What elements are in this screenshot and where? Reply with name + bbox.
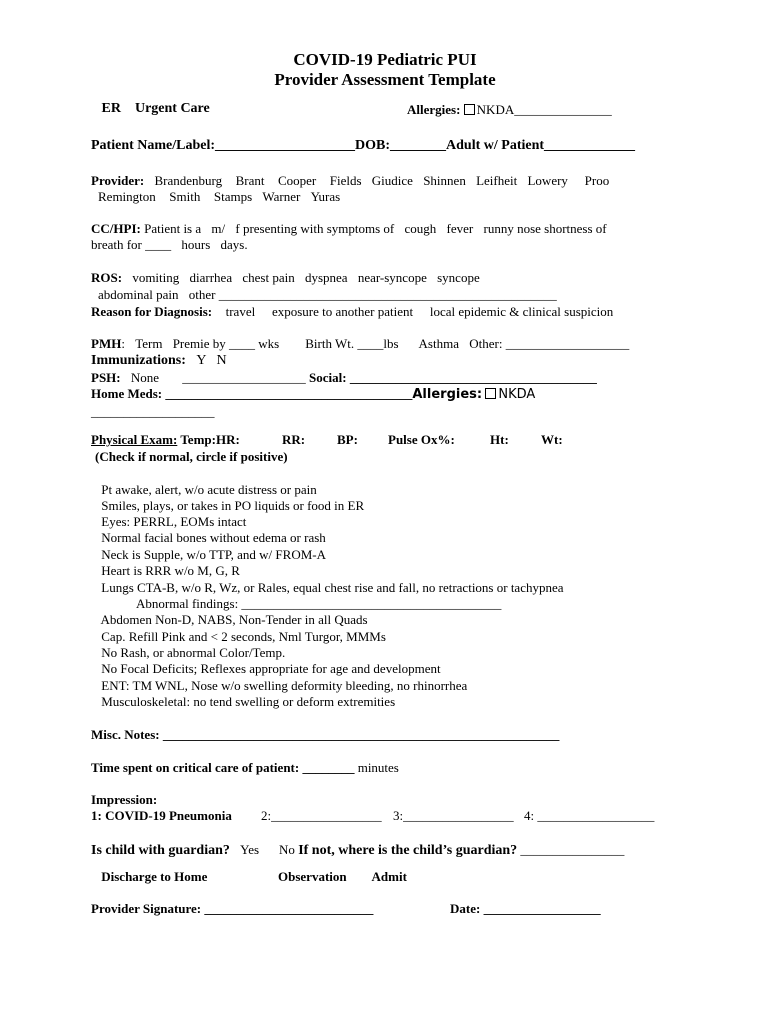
psh-field[interactable]: ___________________ [182, 370, 306, 385]
nkda-checkbox[interactable] [464, 104, 475, 115]
provider-option[interactable]: Stamps [213, 189, 253, 204]
bp-label[interactable]: BP: [337, 432, 358, 447]
ros-other[interactable]: other ____________________________________________________ [188, 287, 557, 302]
critical-care-unit: minutes [357, 760, 399, 775]
pmh-option[interactable]: Asthma [418, 336, 459, 351]
exam-item[interactable]: Normal facial bones without edema or rash [101, 530, 326, 545]
exam-item[interactable]: Musculoskeletal: no tend swelling or deform extremities [101, 694, 396, 709]
home-nkda[interactable]: NKDA [498, 387, 536, 402]
home-allergies-label: Allergies: [412, 387, 483, 402]
date-field[interactable]: Date: __________________ [450, 901, 601, 916]
allergies-label: Allergies: [407, 102, 461, 117]
ros-line-1 [91, 270, 480, 286]
exam-item[interactable]: No Focal Deficits; Reflexes appropriate for age and development [101, 661, 441, 676]
cc-hpi-line-2 [91, 237, 248, 253]
guardian-row [91, 842, 624, 859]
provider-option[interactable]: Fields [329, 173, 362, 188]
dob-field[interactable]: DOB:________ [355, 138, 447, 153]
exam-item[interactable]: Neck is Supple, w/o TTP, and w/ FROM-A [101, 547, 326, 562]
patient-row [91, 138, 635, 154]
ros-option[interactable]: chest pain [242, 270, 295, 285]
cc-hpi-label: CC/HPI: [91, 221, 141, 236]
symptom-runny-nose[interactable]: runny nose shortness of [483, 221, 607, 236]
exam-item[interactable]: No Rash, or abnormal Color/Temp. [101, 645, 286, 660]
provider-option[interactable]: Warner [262, 189, 301, 204]
hr-label[interactable]: HR: [215, 432, 240, 447]
home-meds-field[interactable]: Home Meds: ______________________________________ [91, 386, 413, 401]
provider-option[interactable]: Shinnen [423, 173, 466, 188]
duration-days[interactable]: days. [220, 237, 248, 252]
social-field[interactable]: Social: ______________________________________ [309, 370, 597, 385]
guardian-question: Is child with guardian? [91, 843, 230, 858]
provider-label: Provider: [91, 173, 145, 188]
impression-2-field[interactable]: 2:_________________ [261, 808, 382, 823]
provider-option[interactable]: Remington [98, 189, 156, 204]
impression-3-field[interactable]: 3:_________________ [393, 808, 514, 823]
pmh-row: PMH: Term Premie by ____ wks Birth Wt. ____lbs Asthma Other: ___________________ [91, 336, 630, 351]
document-title: COVID-19 Pediatric PUI [293, 50, 477, 69]
pmh-label: PMH [91, 336, 122, 351]
guardian-where-label: If not, where is the child’s guardian? [298, 843, 518, 858]
home-meds-line-2[interactable]: ___________________ [91, 404, 215, 419]
ros-label: ROS: [91, 270, 123, 285]
disposition-admit[interactable]: Admit [371, 869, 407, 884]
guardian-where-field[interactable]: ________________ [520, 842, 625, 857]
provider-option[interactable]: Brandenburg [154, 173, 223, 188]
psh-none[interactable]: None [130, 370, 160, 385]
provider-option[interactable]: Cooper [277, 173, 317, 188]
nkda-checkbox[interactable] [485, 388, 496, 399]
duration-hours[interactable]: hours [181, 237, 211, 252]
ros-option[interactable]: dyspnea [304, 270, 348, 285]
provider-option[interactable]: Smith [169, 189, 201, 204]
patient-name-field[interactable]: Patient Name/Label:____________________ [91, 138, 356, 153]
guardian-no[interactable]: No [279, 842, 295, 857]
provider-row-1 [91, 173, 609, 189]
setting-er: ER [101, 101, 121, 116]
document-subtitle: Provider Assessment Template [274, 70, 496, 89]
abnormal-findings-field[interactable]: Abnormal findings: ________________________________________ [136, 596, 502, 611]
ht-label[interactable]: Ht: [490, 432, 509, 447]
provider-option[interactable]: Giudice [371, 173, 413, 188]
provider-option[interactable]: Lowery [527, 173, 568, 188]
provider-option[interactable]: Proo [584, 173, 610, 188]
ros-line-2 [91, 287, 557, 303]
setting-urgent-care: Urgent Care [134, 101, 210, 116]
exam-item[interactable]: Pt awake, alert, w/o acute distress or pain [101, 482, 317, 497]
reason-label: Reason for Diagnosis: [91, 304, 213, 319]
cc-hpi-f[interactable]: f presenting with symptoms of [235, 221, 395, 236]
birth-weight-field[interactable]: Birth Wt. ____lbs [305, 336, 399, 351]
reason-row [91, 304, 613, 320]
wt-label[interactable]: Wt: [541, 432, 563, 447]
ros-option[interactable]: abdominal pain [98, 287, 179, 302]
immunizations-row [91, 353, 227, 369]
misc-notes-field[interactable]: Misc. Notes: _____________________________________________________________ [91, 727, 560, 742]
psh-row [91, 370, 597, 386]
allergies-nkda[interactable]: NKDA_______________ [476, 102, 612, 117]
critical-care-field[interactable]: ________ [302, 760, 355, 775]
critical-care-row [91, 760, 399, 776]
provider-option[interactable]: Leifheit [476, 173, 518, 188]
ros-option[interactable]: near-syncope [357, 270, 427, 285]
reason-option[interactable]: local epidemic & clinical suspicion [429, 304, 614, 319]
cc-hpi-text: Patient is a [144, 221, 202, 236]
impression-4-field[interactable]: 4: __________________ [524, 808, 655, 823]
adult-field[interactable]: Adult w/ Patient_____________ [446, 138, 636, 153]
disposition-discharge[interactable]: Discharge to Home [101, 869, 208, 884]
exam-instruction: (Check if normal, circle if positive) [95, 449, 288, 464]
pmh-option[interactable]: Premie by ____ wks [172, 336, 280, 351]
ros-option[interactable]: vomiting [132, 270, 180, 285]
guardian-yes[interactable]: Yes [240, 842, 260, 857]
pulse-ox-label[interactable]: Pulse Ox%: [388, 432, 455, 447]
physical-exam-label: Physical Exam: [91, 432, 178, 447]
cc-hpi-m[interactable]: m/ [211, 221, 226, 236]
provider-signature-field[interactable]: Provider Signature: __________________________ [91, 901, 374, 916]
setting-row [91, 101, 210, 117]
home-meds-row [91, 386, 535, 403]
ros-option[interactable]: diarrhea [189, 270, 233, 285]
impression-label: Impression: [91, 792, 158, 807]
impression-1: 1: COVID-19 Pneumonia [91, 808, 232, 823]
exam-item[interactable]: Cap. Refill Pink and < 2 seconds, Nml Turgor, MMMs [101, 629, 386, 644]
pmh-option[interactable]: Term [135, 336, 163, 351]
provider-option[interactable]: Yuras [310, 189, 341, 204]
exam-item[interactable]: Lungs CTA-B, w/o R, Wz, or Rales, equal chest rise and fall, no retractions or tachypnea [101, 580, 564, 595]
breath-duration-field[interactable]: breath for ____ [91, 237, 172, 252]
cc-hpi-line-1 [91, 221, 607, 237]
symptom-cough[interactable]: cough [404, 221, 437, 236]
exam-item[interactable]: ENT: TM WNL, Nose w/o swelling deformity bleeding, no rhinorrhea [101, 678, 468, 693]
pmh-other[interactable]: Other: ___________________ [469, 336, 630, 351]
provider-row-2 [91, 189, 340, 205]
critical-care-label: Time spent on critical care of patient: [91, 760, 300, 775]
exam-item[interactable]: Abdomen Non-D, NABS, Non-Tender in all Quads [100, 612, 368, 627]
disposition-observation[interactable]: Observation [278, 869, 347, 884]
ros-option[interactable]: syncope [437, 270, 480, 285]
exam-item[interactable]: Heart is RRR w/o M, G, R [101, 563, 240, 578]
immunizations-label: Immunizations: [91, 353, 186, 368]
exam-item[interactable]: Smiles, plays, or takes in PO liquids or food in ER [101, 498, 365, 513]
immunizations-no[interactable]: N [216, 353, 227, 368]
provider-option[interactable]: Brant [235, 173, 265, 188]
symptom-fever[interactable]: fever [446, 221, 474, 236]
temp-label[interactable]: Temp: [180, 432, 216, 447]
exam-item[interactable]: Eyes: PERRL, EOMs intact [101, 514, 247, 529]
allergies-top [407, 102, 612, 118]
rr-label[interactable]: RR: [282, 432, 306, 447]
reason-option[interactable]: exposure to another patient [271, 304, 414, 319]
immunizations-yes[interactable]: Y [196, 353, 206, 368]
reason-option[interactable]: travel [225, 304, 256, 319]
psh-label: PSH: [91, 370, 121, 385]
physical-exam-header [91, 432, 240, 448]
